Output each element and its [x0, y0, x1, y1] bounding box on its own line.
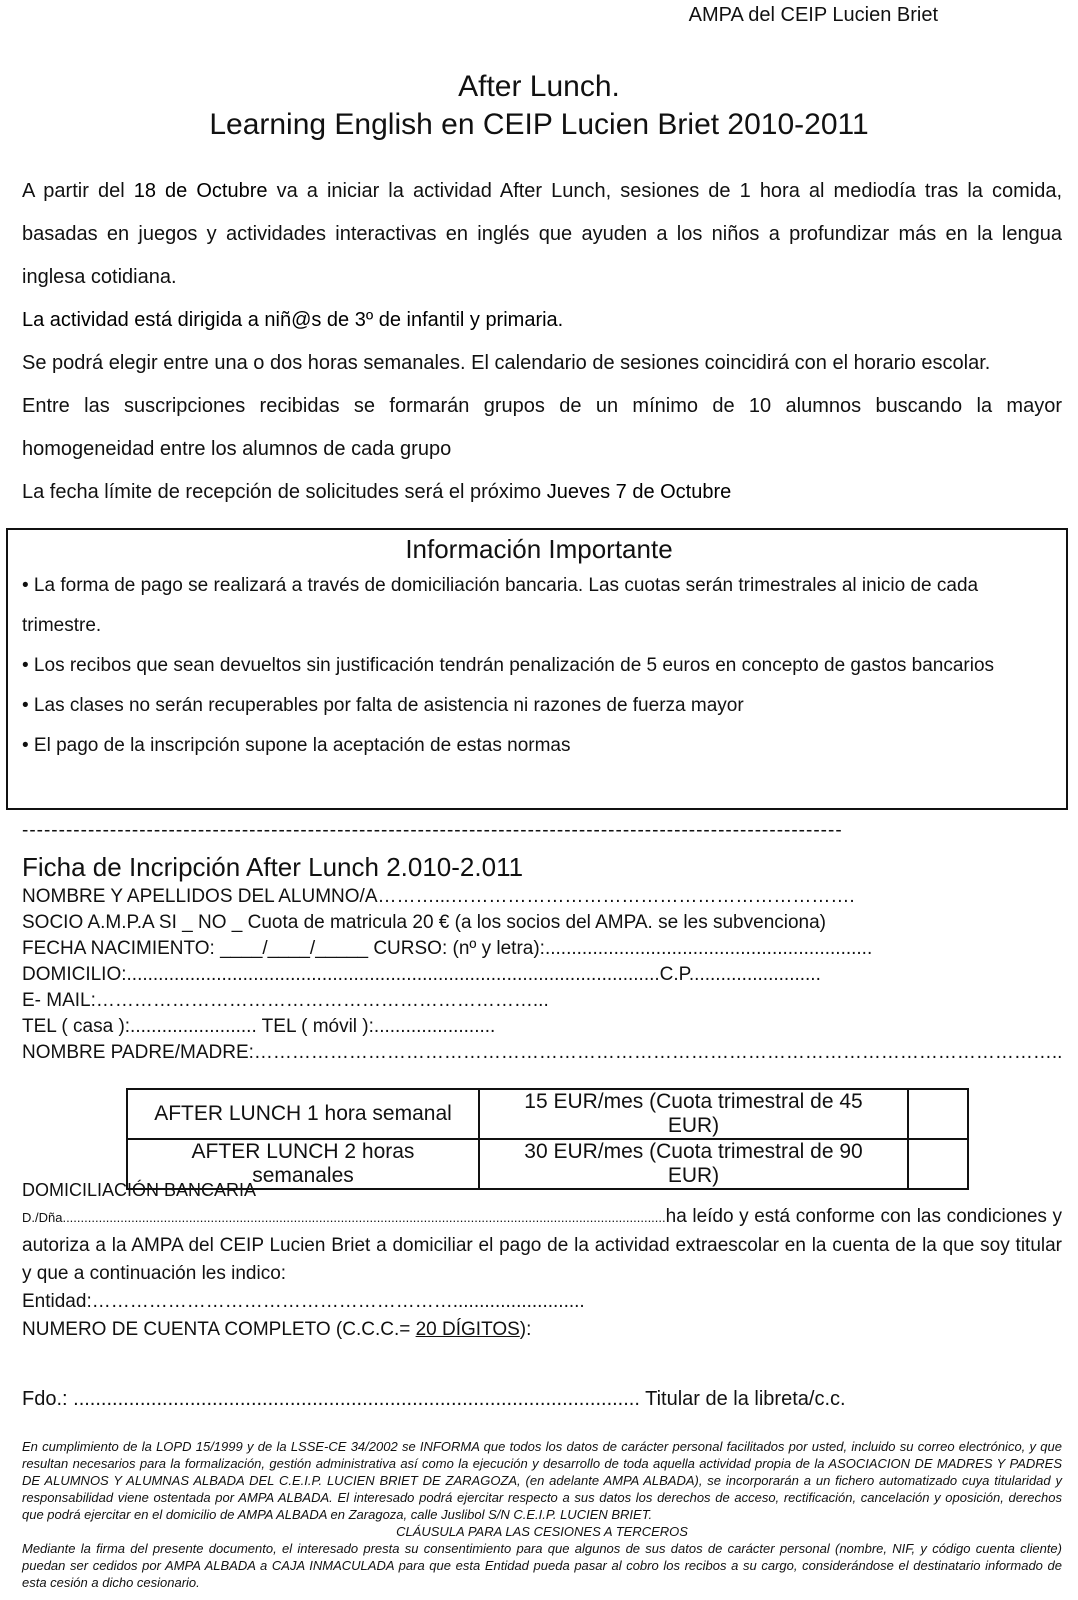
info-bullet: • El pago de la inscripción supone la aceptación de estas normas: [22, 735, 571, 756]
phone-field[interactable]: TEL ( casa ):........................ TEL ( móvil ):.......................: [22, 1016, 496, 1037]
email-field[interactable]: E- MAIL:……………………………………………………………...: [22, 990, 549, 1011]
deadline-date: Jueves 7 de Octubre: [546, 481, 732, 503]
legal-notice: [22, 1438, 1062, 1591]
important-info-title: Información Importante: [405, 534, 673, 564]
bank-authorization: [22, 1203, 1062, 1344]
fee-row: [127, 1089, 968, 1139]
intro-groups: Entre las suscripciones recibidas se formarán grupos de un mínimo de 10 alumnos buscando la mayor homogeneidad entre los alumnos de cada grupo: [22, 395, 1062, 460]
important-info-list: [22, 566, 1062, 766]
legal-lopd: En cumplimiento de la LOPD 15/1999 y de la LSSE-CE 34/2002 se INFORMA que todos los datos de carácter personal facilitados por usted, incluido su correo electrónico, y que resultan necesarios para la formalización, gestión administrativa así como la ejecución y desarrollo de toda aquella actividad propia de la ASOCIACION DE MADRES Y PADRES DE ALUMNOS Y ALUMNAS ALBADA DEL C.E.I.P. LUCIEN BRIET DE ZARAGOZA, (en adelante AMPA ALBADA), se incorporarán a un fichero automatizado cuya titularidad y responsabilidad viene ostentada por AMPA ALBADA. El interesado podrá ejercitar respecto a sus datos los derechos de acceso, rectificación, cancelación y oposición, derechos que podrá ejercitar en el domicilio de AMPA ALBADA en Zaragoza, calle Juslibol S/N C.E.I.P. LUCIEN BRIET.: [22, 1439, 1062, 1522]
signature-line[interactable]: Fdo.: ...................................................................................................... Titular de la libreta/c.c.: [22, 1388, 846, 1410]
parent-name-field[interactable]: NOMBRE PADRE/MADRE:………………………………………………………………………………………………………………..: [22, 1042, 1063, 1063]
legal-cession: Mediante la firma del presente documento, el interesado presta su consentimiento para que algunos de sus datos de carácter personal (nombre, NIF, y código cuenta cliente) puedan ser cedidos por AMPA ALBADA a CAJA INMACULADA para que esta Entidad pueda pasar al cobro los recibos a su cargo, considerándose el destinatario informado de esta cesión a dicho cesionario.: [22, 1541, 1062, 1590]
page-subtitle: Learning English en CEIP Lucien Briet 2010-2011: [209, 108, 869, 141]
fee-price: 30 EUR/mes (Cuota trimestral de 90 EUR): [479, 1139, 908, 1189]
membership-field[interactable]: SOCIO A.M.P.A SI _ NO _ Cuota de matricula 20 € (a los socios del AMPA. se les subvenciona): [22, 912, 827, 933]
fee-options-table: [126, 1088, 969, 1190]
school-header: AMPA del CEIP Lucien Briet: [688, 4, 938, 26]
cut-line: ----------------------------------------------------------------------------------------------------------------: [22, 820, 843, 841]
holder-name-field[interactable]: D./Dña.......................................................................................................................................................................: [22, 1210, 666, 1225]
info-bullet: • Los recibos que sean devueltos sin justificación tendrán penalización de 5 euros en concepto de gastos bancarios: [22, 655, 995, 676]
fee-checkbox[interactable]: [908, 1139, 968, 1189]
bank-entity-field[interactable]: Entidad:………………………………………………….........................: [22, 1291, 585, 1312]
address-field[interactable]: DOMICILIO:.....................................................................................................C.P.........................: [22, 964, 821, 985]
bank-section-title: DOMICILIACIÓN BANCARIA: [22, 1180, 257, 1200]
registration-form: [22, 884, 1062, 1066]
fee-price: 15 EUR/mes (Cuota trimestral de 45 EUR): [479, 1089, 908, 1139]
info-bullet: • Las clases no serán recuperables por falta de asistencia ni razones de fuerza mayor: [22, 695, 744, 716]
legal-heading: CLÁUSULA PARA LAS CESIONES A TERCEROS: [396, 1524, 688, 1539]
fee-option: AFTER LUNCH 2 horas semanales: [127, 1139, 479, 1189]
intro-text: [22, 170, 1062, 514]
start-date: 18 de Octubre: [133, 180, 268, 202]
bank-authorization-text: D./Dña.......................................................................................................................................................................ha leído y está conforme con las condiciones y autoriza a la AMPA del CEIP Lucien Briet a domiciliar el pago de la actividad extraescolar en la cuenta de la que soy titular y que a continuación les indico:: [22, 1206, 1062, 1284]
info-bullet: • La forma de pago se realizará a través de domiciliación bancaria. Las cuotas serán trimestrales al inicio de cada trimestre.: [22, 575, 979, 636]
account-number-field[interactable]: NUMERO DE CUENTA COMPLETO (C.C.C.= 20 DÍGITOS):: [22, 1319, 532, 1340]
birthdate-course-field[interactable]: FECHA NACIMIENTO: ____/____/_____ CURSO: (nº y letra):..............................................................: [22, 938, 873, 959]
intro-target-audience: La actividad está dirigida a niñ@s de 3º de infantil y primaria.: [22, 309, 564, 331]
student-name-field[interactable]: NOMBRE Y APELLIDOS DEL ALUMNO/A………...……………………………………………………….: [22, 886, 855, 907]
page-title: After Lunch.: [458, 70, 620, 103]
intro-paragraph-1: A partir del 18 de Octubre va a iniciar la actividad After Lunch, sesiones de 1 hora al mediodía tras la comida, basadas en juegos y actividades interactivas en inglés que ayuden a los niños a profundizar más en la lengua inglesa cotidiana.: [22, 180, 1062, 288]
fee-checkbox[interactable]: [908, 1089, 968, 1139]
intro-schedule: Se podrá elegir entre una o dos horas semanales. El calendario de sesiones coincidirá con el horario escolar.: [22, 352, 991, 374]
fee-option: AFTER LUNCH 1 hora semanal: [127, 1089, 479, 1139]
intro-deadline: La fecha límite de recepción de solicitudes será el próximo Jueves 7 de Octubre: [22, 481, 732, 503]
form-title: Ficha de Incripción After Lunch 2.010-2.011: [22, 852, 524, 882]
